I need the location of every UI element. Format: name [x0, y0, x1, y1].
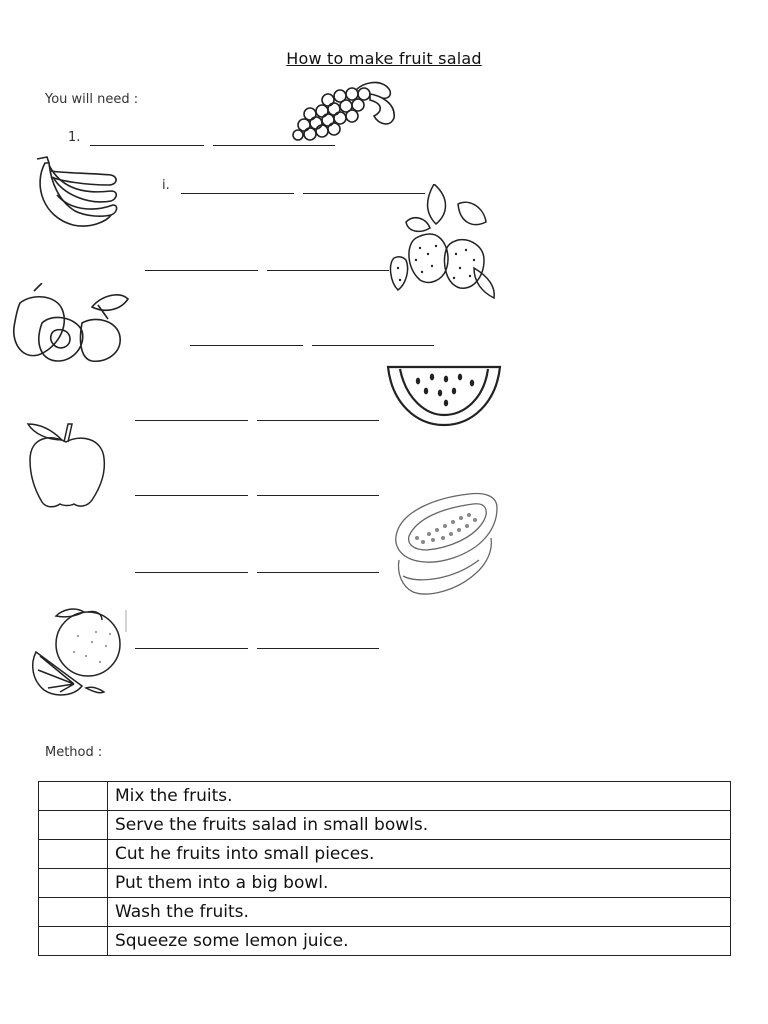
table-row	[39, 898, 731, 927]
step-number-cell[interactable]	[39, 811, 108, 840]
table-row	[39, 840, 731, 869]
table-row	[39, 927, 731, 956]
method-label: Method :	[45, 745, 103, 760]
step-text: Squeeze some lemon juice.	[108, 927, 731, 956]
answer-blank[interactable]	[190, 345, 303, 346]
apple-icon	[22, 414, 108, 512]
table-row	[39, 811, 731, 840]
step-text: Put them into a big bowl.	[108, 869, 731, 898]
answer-blank[interactable]	[213, 145, 335, 146]
answer-blank[interactable]	[135, 420, 248, 421]
answer-blank[interactable]	[135, 648, 248, 649]
papaya-icon	[393, 488, 501, 604]
plum-icon	[12, 283, 130, 365]
list-roman: i.	[162, 178, 170, 193]
step-number-cell[interactable]	[39, 869, 108, 898]
step-text: Mix the fruits.	[108, 782, 731, 811]
answer-blank[interactable]	[145, 270, 258, 271]
watermelon-icon	[384, 363, 504, 429]
answer-blank[interactable]	[90, 145, 204, 146]
worksheet-title: How to make fruit salad	[286, 49, 482, 68]
banana-icon	[33, 155, 121, 233]
step-number-cell[interactable]	[39, 840, 108, 869]
answer-blank[interactable]	[181, 193, 294, 194]
answer-blank[interactable]	[312, 345, 434, 346]
list-number: 1.	[68, 130, 81, 145]
table-row	[39, 869, 731, 898]
answer-blank[interactable]	[257, 420, 379, 421]
answer-blank[interactable]	[257, 648, 379, 649]
step-number-cell[interactable]	[39, 927, 108, 956]
step-text: Wash the fruits.	[108, 898, 731, 927]
strawberry-icon	[386, 184, 500, 300]
answer-blank[interactable]	[267, 270, 389, 271]
step-text: Cut he fruits into small pieces.	[108, 840, 731, 869]
answer-blank[interactable]	[135, 572, 248, 573]
step-number-cell[interactable]	[39, 898, 108, 927]
orange-icon	[26, 606, 134, 698]
you-will-need-label: You will need :	[45, 92, 139, 107]
step-text: Serve the fruits salad in small bowls.	[108, 811, 731, 840]
answer-blank[interactable]	[257, 495, 379, 496]
answer-blank[interactable]	[135, 495, 248, 496]
method-table	[38, 781, 731, 956]
answer-blank[interactable]	[257, 572, 379, 573]
grapes-icon	[286, 78, 404, 142]
step-number-cell[interactable]	[39, 782, 108, 811]
table-row	[39, 782, 731, 811]
